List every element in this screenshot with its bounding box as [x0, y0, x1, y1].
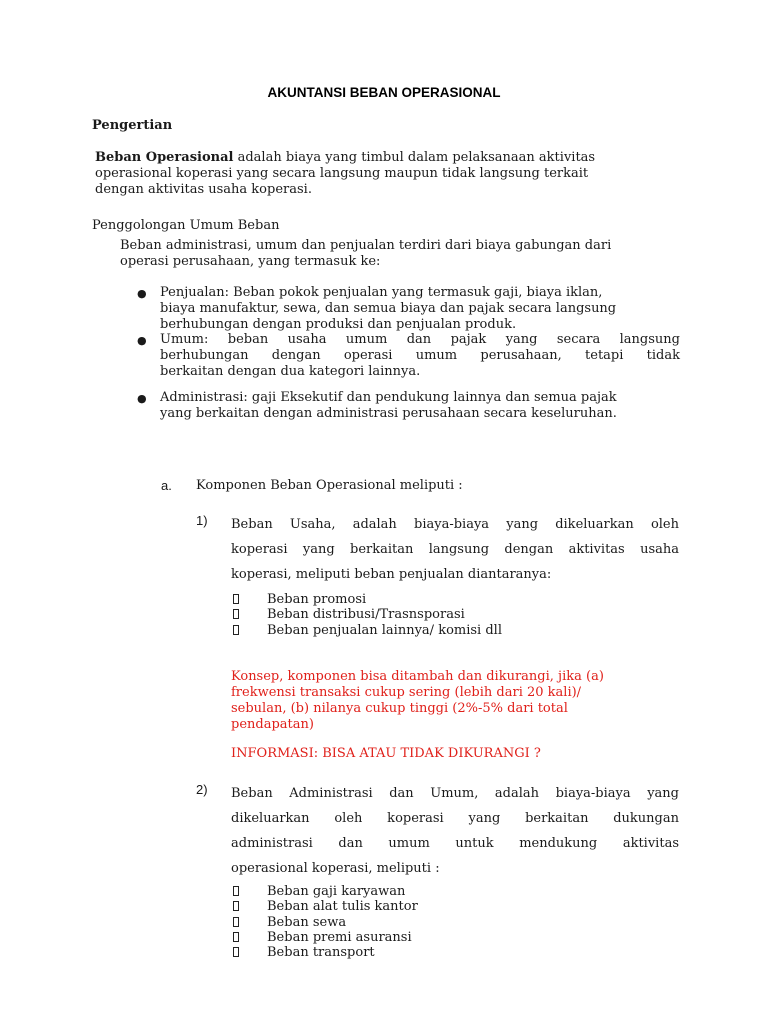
square-bullet-icon: [233, 594, 239, 604]
bullet-line: Umum: beban usaha umum dan pajak yang secara langsung: [160, 332, 680, 347]
square-bullet-icon: [233, 886, 239, 896]
bullet-icon: ●: [137, 334, 147, 347]
note-info: INFORMASI: BISA ATAU TIDAK DIKURANGI ?: [231, 746, 541, 761]
bullet-line: Penjualan: Beban pokok penjualan yang termasuk gaji, biaya iklan,: [160, 285, 603, 300]
bullet-icon: ●: [137, 392, 147, 405]
item2-subitem: Beban alat tulis kantor: [267, 899, 418, 914]
item1-line: koperasi, meliputi beban penjualan diantaranya:: [231, 567, 552, 582]
pengertian-line2: operasional koperasi yang secara langsung maupun tidak langsung terkait: [95, 166, 589, 181]
item2-line: operasional koperasi, meliputi :: [231, 861, 440, 876]
bullet-line: yang berkaitan dengan administrasi perusahaan secara keseluruhan.: [160, 406, 617, 421]
square-bullet-icon: [233, 932, 239, 942]
bullet-line: berkaitan dengan dua kategori lainnya.: [160, 364, 421, 379]
item-number-1: 1): [196, 513, 208, 528]
bullet-line: biaya manufaktur, sewa, dan semua biaya dan pajak secara langsung: [160, 301, 617, 316]
list-marker-a: a.: [161, 478, 172, 493]
item2-paragraph: [231, 781, 679, 881]
pengertian-term: Beban Operasional: [95, 150, 234, 165]
pengertian-heading: Pengertian: [92, 118, 173, 133]
intro-line: operasi perusahaan, yang termasuk ke:: [120, 254, 381, 269]
item-number-2: 2): [196, 782, 208, 797]
penggolongan-heading: Penggolongan Umum Beban: [92, 218, 280, 233]
pengertian-line3: dengan aktivitas usaha koperasi.: [95, 182, 312, 197]
square-bullet-icon: [233, 901, 239, 911]
pengertian-line1: adalah biaya yang timbul dalam pelaksanaan aktivitas: [233, 150, 596, 165]
item1-line: Beban Usaha, adalah biaya-biaya yang dikeluarkan oleh: [231, 517, 679, 532]
penggolongan-intro: [120, 238, 680, 270]
bullet-line: berhubungan dengan produksi dan penjualan produk.: [160, 317, 517, 332]
note-paragraph: [231, 669, 691, 733]
komponen-heading: Komponen Beban Operasional meliputi :: [196, 478, 463, 493]
item2-line: dikeluarkan oleh koperasi yang berkaitan dukungan: [231, 811, 679, 826]
square-bullet-icon: [233, 609, 239, 619]
note-line: frekwensi transaksi cukup sering (lebih dari 20 kali)/: [231, 685, 582, 700]
bullet-item-umum: [160, 332, 680, 380]
bullet-line: Administrasi: gaji Eksekutif dan pendukung lainnya dan semua pajak: [160, 390, 617, 405]
bullet-item-penjualan: [160, 285, 680, 333]
square-bullet-icon: [233, 947, 239, 957]
bullet-icon: ●: [137, 287, 147, 300]
square-bullet-icon: [233, 625, 239, 635]
note-line: pendapatan): [231, 717, 314, 732]
bullet-line: berhubungan dengan operasi umum perusahaan, tetapi tidak: [160, 348, 680, 363]
item2-subitem: Beban gaji karyawan: [267, 884, 406, 899]
note-line: Konsep, komponen bisa ditambah dan dikurangi, jika (a): [231, 669, 604, 684]
item2-line: Beban Administrasi dan Umum, adalah biaya-biaya yang: [231, 786, 679, 801]
square-bullet-icon: [233, 917, 239, 927]
item1-line: koperasi yang berkaitan langsung dengan aktivitas usaha: [231, 542, 679, 557]
item1-subitem: Beban promosi: [267, 592, 367, 607]
item1-paragraph: [231, 512, 679, 587]
bullet-item-administrasi: [160, 390, 680, 422]
intro-line: Beban administrasi, umum dan penjualan terdiri dari biaya gabungan dari: [120, 238, 612, 253]
item1-subitem: Beban penjualan lainnya/ komisi dll: [267, 623, 502, 638]
item1-subitem: Beban distribusi/Trasnsporasi: [267, 607, 465, 622]
note-line: sebulan, (b) nilanya cukup tinggi (2%-5% dari total: [231, 701, 568, 716]
document-title: AKUNTANSI BEBAN OPERASIONAL: [267, 85, 501, 100]
item2-subitem: Beban sewa: [267, 915, 347, 930]
item2-line: administrasi dan umum untuk mendukung aktivitas: [231, 836, 679, 851]
pengertian-paragraph: [95, 150, 680, 198]
item2-subitem: Beban premi asuransi: [267, 930, 412, 945]
item2-subitem: Beban transport: [267, 945, 375, 960]
